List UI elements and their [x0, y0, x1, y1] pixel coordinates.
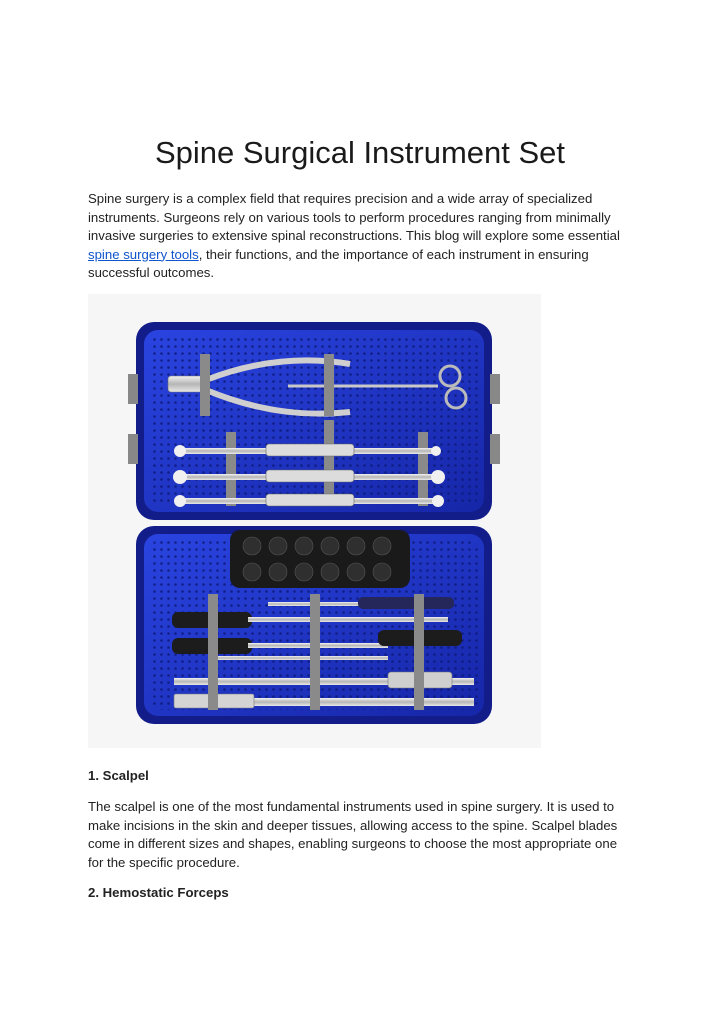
section-heading-hemostatic-forceps: 2. Hemostatic Forceps	[88, 885, 229, 900]
section-body-scalpel: The scalpel is one of the most fundamental instruments used in spine surgery. It is used to make incisions in the skin and deeper tissues, allowing access to the spine. Scalpel blades come in different sizes and shapes, enabling surgeons to choose the most appropriate one for the specific procedure.	[88, 799, 618, 870]
intro-text-after: , their functions, and the importance of each instrument in ensuring successful outcomes.	[88, 246, 589, 280]
intro-paragraph	[88, 190, 636, 283]
instrument-set-image	[88, 294, 541, 748]
spine-surgery-tools-link[interactable]: spine surgery tools	[88, 246, 199, 262]
section-heading-scalpel: 1. Scalpel	[88, 768, 149, 783]
page-title: Spine Surgical Instrument Set	[154, 135, 566, 170]
intro-text-before: Spine surgery is a complex field that requires precision and a wide array of specialized instruments. Surgeons rely on various tools to perform procedures ranging from minimally invasive surgeries to extensive spinal reconstructions. This blog will explore some essential	[88, 191, 620, 243]
